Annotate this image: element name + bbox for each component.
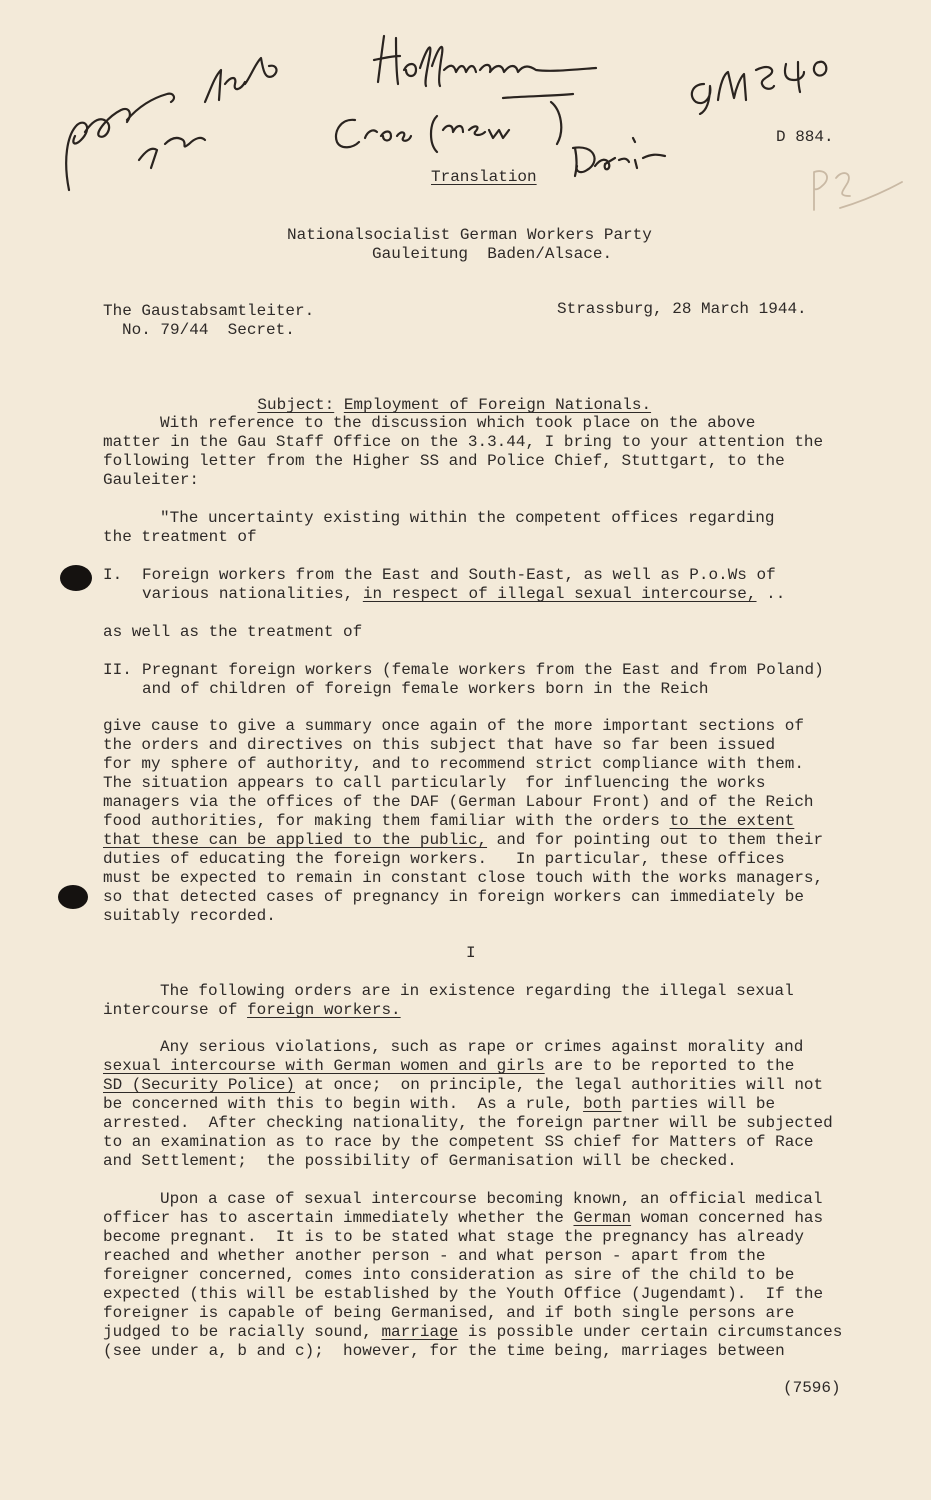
item-1-number: I. — [103, 566, 123, 584]
body-paragraph — [103, 717, 823, 926]
body-line: must be expected to remain in constant close touch with the works managers, — [103, 869, 824, 887]
handwritten-name-hoffmann — [370, 30, 610, 90]
body-line: duties of educating the foreign workers. In particular, these offices — [103, 850, 785, 868]
quote-line: the treatment of — [103, 528, 257, 546]
ink-blot-bottom — [58, 885, 88, 909]
handwritten-note-top-right — [680, 40, 860, 115]
intercourse-line: Upon a case of sexual intercourse becoming known, an official medical — [160, 1190, 823, 1208]
intercourse-line: foreigner concerned, comes into consideration as sire of the child to be — [103, 1266, 795, 1284]
intercourse-line: reached and whether another person - and what person - apart from the — [103, 1247, 766, 1265]
item-2-line-1: Pregnant foreign workers (female workers from the East and from Poland) — [142, 661, 824, 679]
intro-paragraph — [103, 414, 823, 490]
page-reference: (7596) — [783, 1379, 841, 1397]
sender-title: The Gaustabsamtleiter. — [103, 302, 315, 320]
intercourse-paragraph — [103, 1190, 842, 1361]
item-1-line-1: Foreign workers from the East and South-East, as well as P.o.Ws of — [142, 566, 776, 584]
violations-line: Any serious violations, such as rape or crimes against morality and — [160, 1038, 804, 1056]
organization-line-2: Gauleitung Baden/Alsace. — [372, 245, 613, 263]
ink-blot-top — [60, 565, 92, 591]
body-line: food authorities, for making them familiar with the orders to the extent — [103, 812, 795, 830]
body-line: suitably recorded. — [103, 907, 276, 925]
subject-label: Subject: — [257, 396, 335, 414]
organization-line-1: Nationalsocialist German Workers Party — [287, 226, 652, 244]
body-line: that these can be applied to the public, and for pointing out to them their — [103, 831, 824, 849]
section-1-line-2: intercourse of foreign workers. — [103, 1001, 401, 1019]
document-reference: D 884. — [776, 128, 834, 146]
body-line: give cause to give a summary once again of the more important sections of — [103, 717, 804, 735]
violations-paragraph — [103, 1038, 833, 1171]
item-2-number: II. — [103, 661, 132, 679]
place-date: Strassburg, 28 March 1944. — [557, 300, 807, 318]
quote-line: "The uncertainty existing within the competent offices regarding — [160, 509, 775, 527]
intro-line: following letter from the Higher SS and Police Chief, Stuttgart, to the — [103, 452, 785, 470]
as-well-line: as well as the treatment of — [103, 623, 363, 641]
violations-line: arrested. After checking nationality, the foreign partner will be subjected — [103, 1114, 833, 1132]
quote-opening — [103, 509, 775, 547]
body-line: the orders and directives on this subject that have so far been issued — [103, 736, 776, 754]
document-title: Translation — [431, 168, 537, 186]
item-1-line-2: various nationalities, in respect of illegal sexual intercourse, .. — [142, 585, 786, 603]
intercourse-line: judged to be racially sound, marriage is possible under certain circumstances — [103, 1323, 843, 1341]
intro-line: Gauleiter: — [103, 471, 200, 489]
violations-line: be concerned with this to begin with. As a rule, both parties will be — [103, 1095, 776, 1113]
violations-line: and Settlement; the possibility of Germanisation will be checked. — [103, 1152, 737, 1170]
section-number: I — [466, 944, 476, 962]
violations-line: sexual intercourse with German women and girls are to be reported to the — [103, 1057, 795, 1075]
body-line: for my sphere of authority, and to recommend strict compliance with them. — [103, 755, 804, 773]
item-2-text — [142, 661, 824, 699]
handwritten-note-top-left — [55, 40, 295, 200]
intro-line: With reference to the discussion which took place on the above — [160, 414, 756, 432]
intercourse-line: foreigner is capable of being Germanised, and if both single persons are — [103, 1304, 795, 1322]
subject-text: Employment of Foreign Nationals. — [343, 396, 652, 414]
item-2-line-2: and of children of foreign female workers born in the Reich — [142, 680, 709, 698]
item-1-text — [142, 566, 785, 604]
section-1-line-1: The following orders are in existence regarding the illegal sexual — [160, 982, 794, 1000]
intercourse-line: expected (this will be established by the Youth Office (Jugendamt). If the — [103, 1285, 824, 1303]
sender-reference: No. 79/44 Secret. — [122, 321, 295, 339]
body-line: so that detected cases of pregnancy in foreign workers can immediately be — [103, 888, 804, 906]
body-line: managers via the offices of the DAF (German Labour Front) and of the Reich — [103, 793, 814, 811]
intercourse-line: officer has to ascertain immediately whether the German woman concerned has — [103, 1209, 824, 1227]
intro-line: matter in the Gau Staff Office on the 3.3.44, I bring to your attention the — [103, 433, 824, 451]
violations-line: to an examination as to race by the competent SS chief for Matters of Race — [103, 1133, 814, 1151]
pencil-mark-p2 — [800, 160, 910, 220]
body-line: The situation appears to call particularly for influencing the works — [103, 774, 766, 792]
section-1-intro — [103, 982, 794, 1020]
intercourse-line: become pregnant. It is to be stated what stage the pregnancy has already — [103, 1228, 804, 1246]
violations-line: SD (Security Police) at once; on principle, the legal authorities will not — [103, 1076, 824, 1094]
intercourse-line: (see under a, b and c); however, for the time being, marriages between — [103, 1342, 785, 1360]
